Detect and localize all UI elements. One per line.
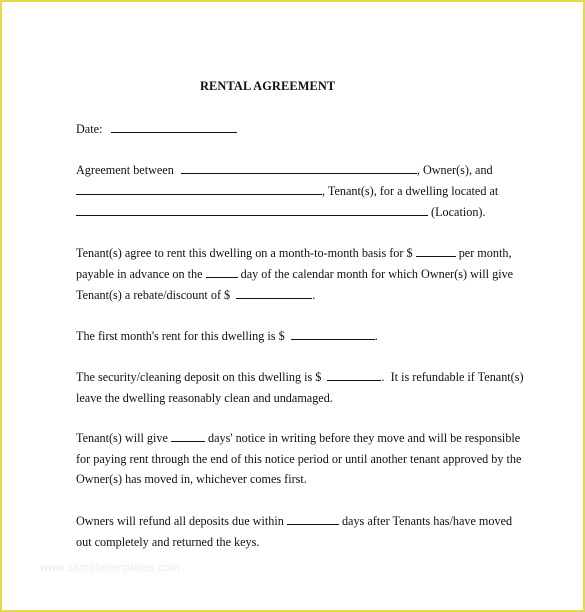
rent-line-3: Tenant(s) a rebate/discount of $ . [76,288,316,302]
notice-line-1: Tenant(s) will give days' notice in writing before they move and will be responsible [76,431,521,445]
agreement-line-2: , Tenant(s), for a dwelling located at [76,181,498,202]
deposit-amount-blank[interactable] [327,369,381,381]
owner-name-blank[interactable] [181,162,417,174]
watermark: www.sampletemplates.com [40,562,181,574]
notice-line-2: for paying rent through the end of this notice period or until another tenant approved by the [76,452,522,466]
refund-line-1: Owners will refund all deposits due within days after Tenants has/have moved [76,514,513,528]
rent-line-2: payable in advance on the day of the calendar month for which Owner(s) will give [76,267,514,281]
agreement-line-1: Agreement between , Owner(s), and [76,163,493,177]
first-month-line: The first month's rent for this dwelling is $ . [76,329,378,343]
monthly-rent-blank[interactable] [416,245,456,257]
notice-line-3: Owner(s) has moved in, whichever comes first. [76,472,307,486]
date-blank[interactable] [111,121,237,133]
deposit-line-2: leave the dwelling reasonably clean and undamaged. [76,391,333,405]
refund-days-blank[interactable] [287,513,339,525]
due-day-blank[interactable] [206,266,238,278]
notice-days-blank[interactable] [171,430,205,442]
first-month-rent-blank[interactable] [291,328,375,340]
date-line [76,119,237,140]
deposit-line-1: The security/cleaning deposit on this dwelling is $ . It is refundable if Tenant(s) [76,370,524,384]
rebate-blank[interactable] [236,287,312,299]
tenant-name-blank[interactable] [76,183,322,195]
location-blank[interactable] [76,204,428,216]
agreement-line-3: (Location). [76,202,486,223]
date-label: Date: [76,122,103,136]
document-title: RENTAL AGREEMENT [200,79,336,93]
rent-line-1: Tenant(s) agree to rent this dwelling on a month-to-month basis for $ per month, [76,246,512,260]
refund-line-2: out completely and returned the keys. [76,535,260,549]
